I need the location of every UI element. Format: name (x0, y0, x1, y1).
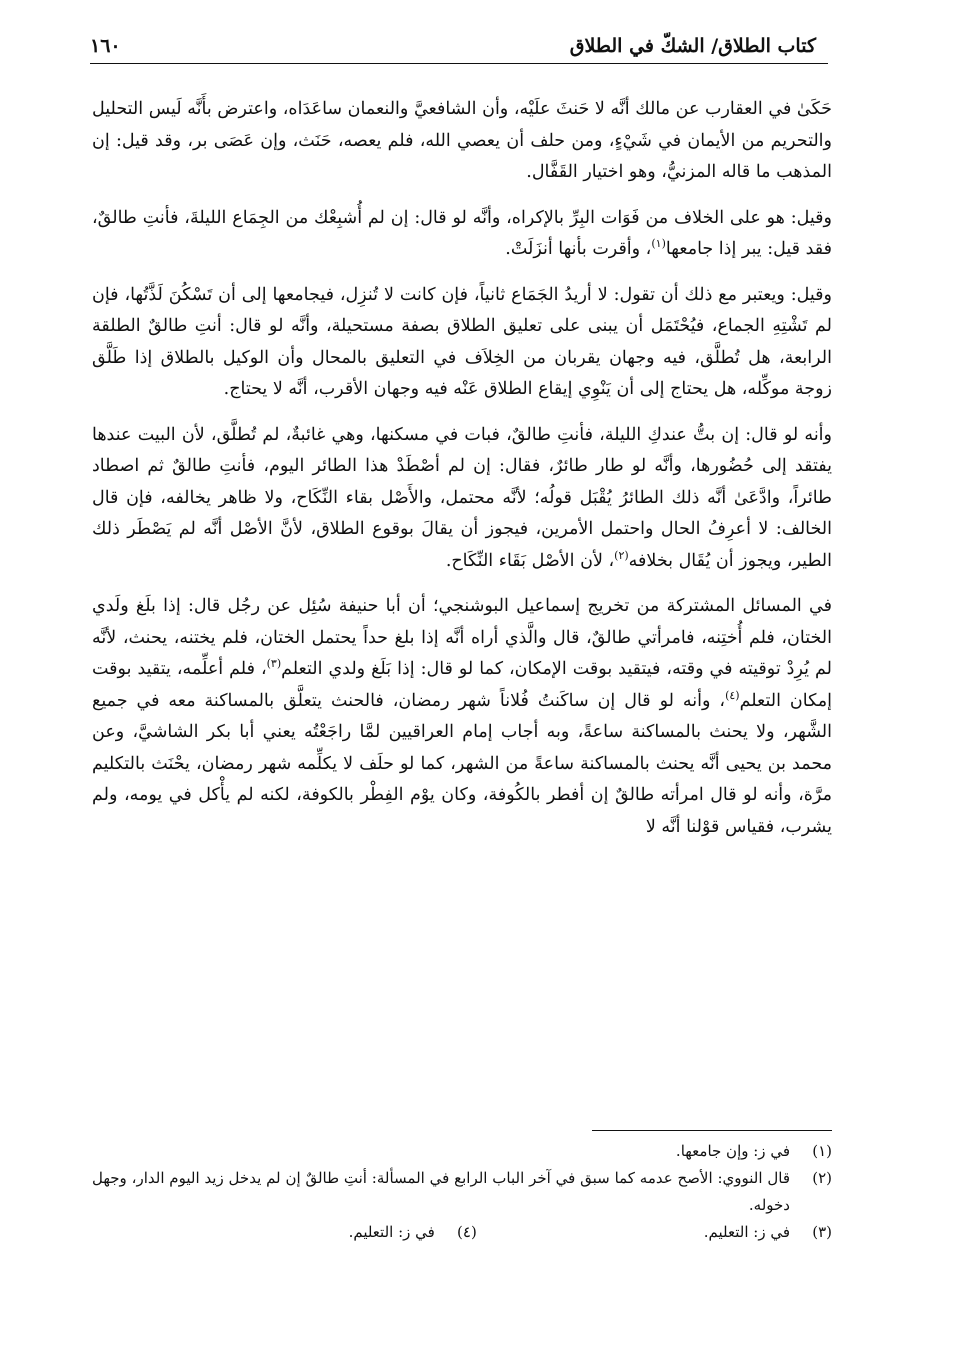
footnote-ref: (٤) (725, 688, 740, 702)
footnote-number: (٢) (812, 1169, 832, 1187)
footnote-ref: (١) (651, 237, 666, 251)
footnote-text: في ز: التعليم. (703, 1223, 790, 1241)
paragraph-text: ، وأقرت بأنها أنزَلَتْ. (505, 239, 652, 259)
footnote-text: في ز: وإن جامعها. (675, 1142, 790, 1160)
main-text (92, 94, 832, 857)
paragraph-text: في المسائل المشتركة من تخريج إسماعيل البوشنجي؛ أن أبا حنيفة سُئِل عن رجُل قال: إذا بلَغ ولَدي الختان، فلم أُختِنه، فامرأتي طالقٌ، قال والَّذي أراه أنَّه إذا بلغ حداً يحتمل الختان، فلم يختنه، يحنث، لأنَّه لم يُرِدْ توقيته في وقته، فيتقيد بوقت الإمكان، كما لو قال: إذا بَلَغ ولدي التعلم (92, 596, 832, 679)
footnote-number: (٣) (812, 1223, 832, 1241)
running-title: كتاب الطلاق/ الشكّ في الطلاق (569, 35, 816, 57)
paragraph-text: وقيل: ويعتبر مع ذلك أن تقول: لا أريدُ الجَمَاع ثانياً، فإن كانت لا تُنزِل، فيجامعها إلى أن تَسْكُنَ لَذَّتُها، فإن لم تَشْتِهِ الجماع، فيُحْتَمَل أن يبنى على تعليق الطلاق بصفة مستحيلة، وأنَّه لو قال: أنتِ طالقٌ الطلقة الرابعة، هل تُطلَّق، فيه وجهان يقربان من الخِلاَف في التعليق بالمحال وأن الوكيل بالطلاق إذا طَلَّق زوجة موكِّله، هل يحتاج إلى أن يَنْوِي إيقاع الطلاق عَنْه فيه وجهان الأقرب، أنَّه لا يحتاج. (92, 284, 832, 399)
footnotes (92, 1138, 832, 1246)
footnote-row (92, 1219, 832, 1246)
paragraph-text: ، لأن الأصْل بَقَاء النِّكَاح. (445, 550, 615, 571)
footnote-text: في ز: التعليم. (348, 1223, 435, 1241)
footnote-ref: (٣) (266, 657, 282, 671)
paragraph-5 (92, 591, 832, 843)
footnote-ref: (٢) (614, 548, 629, 562)
paragraph-text: وأنه لو قال: إن بتُّ عندكِ الليلة، فأنتِ طالقٌ، فبات في مسكنها، وهي غائبةٌ، لم تُطلَّق، لأن البيت عندها يفتقد إلى حُضُورها، وأنَّه لو طار طائرٌ، فقال: إن لم أصْطَدْ هذا الطائر اليوم، فأنتِ طالقٌ ثم اصطاد طائراً، وادَّعَىٰ أنَّه ذلك الطائرُ يُقْبَل قولُه؛ لأنَّه محتمل، والأَصْل بقاء النِّكَاح، ولا ظاهر يخالفه، فإن قال الخالف: لا أعرِفُ الحال واحتمل الأمرين، فيجوز أن يقالَ بوقوع الطلاق، لأنَّ الأصْل أنَّه لم يَصْطَر ذلك الطير، ويجوز أن يُقَال بخلافه (92, 424, 832, 571)
footnote-divider (592, 1130, 832, 1131)
page-number: ١٦٠ (90, 35, 121, 57)
footnote-text: قال النووي: الأصح عدمه كما سبق في آخر الباب الرابع في المسألة: أنتِ طالقٌ إن لم يدخل زيد اليوم الدار، وجهل دخوله. (92, 1169, 790, 1214)
footnote-2 (92, 1165, 832, 1219)
paragraph-text: ، وأنه لو قال إن ساكَنتُ فُلاناً شهر رمضان، فالحنث يتعلَّق بالمساكنة معه في جميع الشَّهر، ولا يحنث بالمساكنة ساعةً، وبه أجاب إمام العراقيين لمَّا راجَعْتُه يعني أبا بكر الشاشيَّ، وعن محمد بن يحيى أنَّه يحنث بالمساكنة ساعةً من الشهر، كما لو حلَف لا يكلِّمه شهر رمضان، يحْنَث بالتكليم مرَّة، وأنه لو قال امرأته طالقٌ إن أفطر بالكُوفة، وكان يوْم الفِطْر بالكوفة، لكنه لم يأْكل في يومه، ولم يشرب، فقياس قوْلنا أنَّه لا (92, 690, 832, 837)
footnote-number: (٤) (457, 1223, 477, 1241)
footnote-number: (١) (812, 1142, 832, 1160)
footnote-3 (477, 1219, 832, 1246)
paragraph-3 (92, 280, 832, 406)
page-header (90, 30, 828, 64)
paragraph-text: وقيل: هو على الخلاف من فَوَات البِرِّ بالإكراه، وأنَّه لو قال: إن لم أُشبِعْك من الجِمَاع الليلةَ، فأنتِ طالقٌ، فقد قيل: يبر إذا جامعها (92, 207, 832, 259)
paragraph-2 (92, 203, 832, 266)
paragraph-text: حَكَىٰ في العقارب عن مالك أنَّه لا حَنثَ علَيْه، وأن الشافعيَّ والنعمان ساعَدَاه، واعترض بأَنَّه لَيس التحليل والتحريم من الأيمان في شَيْءٍ، ومن حلف أن يعصي الله، فلم يعصه، حَنَث، وإن عَصَى بر، وقد قيل: إن المذهب ما قاله المزنيُّ، وهو اختيار القَفَّال. (92, 99, 832, 182)
paragraph-4 (92, 420, 832, 578)
paragraph-1 (92, 94, 832, 189)
footnote-1 (92, 1138, 832, 1165)
footnote-4 (122, 1219, 477, 1246)
paragraph-text: ، فلم أعلِّمه، يتقيد بوقت إمكان التعلم (92, 659, 832, 711)
